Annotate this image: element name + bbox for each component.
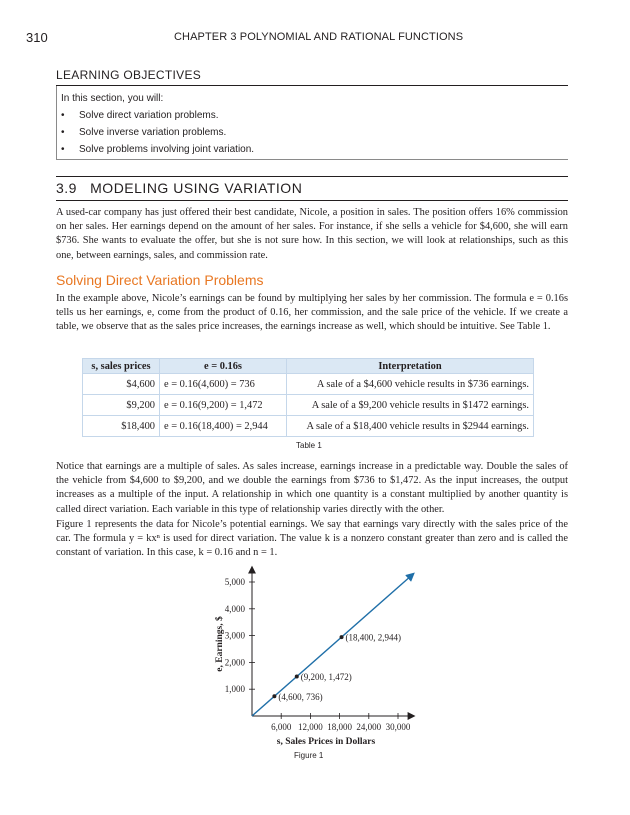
paragraph-2: Notice that earnings are a multiple of sales. As sales increase, earnings increase in a predictable way. Double the sales of the vehicle from $4,600 to $9,200, and we double the earnings from $736 to $1,472. As the input increases, the output increases as a multiple of the input. A relationship in which one quantity is a constant multiplied by another quantity is called direct variation. Each variable in this type of relationship varies directly with the other. [56, 461, 568, 515]
learning-objectives-intro: In this section, you will: [61, 93, 164, 104]
page-number: 310 [26, 30, 48, 45]
figure-caption: Figure 1 [294, 751, 324, 760]
table-cell: e = 0.16(18,400) = 2,944 [160, 416, 287, 437]
table-cell: A sale of a $18,400 vehicle results in $2944 earnings. [287, 416, 534, 437]
data-point [295, 675, 299, 679]
data-point-label: (9,200, 1,472) [300, 672, 352, 683]
data-point [272, 694, 276, 698]
y-tick-label: 4,000 [224, 603, 245, 614]
subheading: Solving Direct Variation Problems [56, 272, 264, 288]
table-cell: $18,400 [83, 416, 160, 437]
data-point-label: (18,400, 2,944) [345, 632, 402, 643]
learning-objectives-title: LEARNING OBJECTIVES [56, 68, 202, 82]
table-cell: A sale of a $9,200 vehicle results in $1472 earnings. [287, 395, 534, 416]
table-caption: Table 1 [296, 441, 322, 450]
table-cell: $9,200 [83, 395, 160, 416]
x-tick-label: 18,000 [327, 722, 352, 732]
y-tick-label: 1,000 [224, 684, 245, 695]
bullet-icon: • [61, 144, 65, 155]
x-tick-label: 12,000 [298, 722, 323, 732]
x-tick-label: 30,000 [385, 722, 411, 732]
objective-text: Solve direct variation problems. [79, 110, 219, 121]
section-number: 3.9 [56, 180, 77, 196]
paragraph-3: Figure 1 represents the data for Nicole’s potential earnings. We say that earnings vary directly with the sales price of the car. The formula y = kxⁿ is used for direct variation. The value k is a nonzero constant greater than zero and is called the constant of variation. In this case, k = 0.16 and n = 1. [56, 519, 568, 559]
table-cell: e = 0.16(4,600) = 736 [160, 374, 287, 395]
y-axis-label: e, Earnings, $ [215, 616, 225, 672]
y-tick-label: 2,000 [224, 657, 245, 668]
chart-plot-area [214, 569, 413, 747]
objective-text: Solve inverse variation problems. [79, 127, 227, 138]
table-header-cell: s, sales prices [83, 359, 160, 374]
series-line [252, 574, 413, 716]
table-header-cell: e = 0.16s [160, 359, 287, 374]
section-name: MODELING USING VARIATION [90, 180, 303, 196]
bullet-icon: • [61, 110, 65, 121]
table-cell: A sale of a $4,600 vehicle results in $736 earnings. [287, 374, 534, 395]
x-axis-label: s, Sales Prices in Dollars [276, 737, 376, 747]
chapter-title: POLYNOMIAL AND RATIONAL FUNCTIONS [239, 31, 464, 43]
chapter-label: CHAPTER 3 [174, 31, 237, 43]
table-cell: e = 0.16(9,200) = 1,472 [160, 395, 287, 416]
bullet-icon: • [61, 127, 65, 138]
x-tick-label: 24,000 [356, 722, 382, 732]
x-tick-label: 6,000 [271, 722, 292, 732]
data-point [340, 635, 344, 639]
intro-paragraph: A used-car company has just offered their best candidate, Nicole, a position in sales. The position offers 16% commission on her sales. Her earnings depend on the amount of her sales. For instance, if she sells a vehicle for $4,600, she will earn $736. She wants to evaluate the offer, but she is not sure how. In this section, we will look at relationships, such as this one, between earnings, sales, and commission rate. [56, 207, 568, 261]
table-cell: $4,600 [83, 374, 160, 395]
y-tick-label: 3,000 [224, 630, 245, 641]
y-tick-label: 5,000 [224, 577, 245, 587]
objective-text: Solve problems involving joint variation. [79, 144, 255, 155]
paragraph-1: In the example above, Nicole’s earnings can be found by multiplying her sales by her commission. The formula e = 0.16s tells us her earnings, e, come from the product of 0.16, her commission, and the sale price of the vehicle. If we create a table, we observe that as the sales price increases, the earnings increase as well, which should be intuitive. See Table 1. [56, 293, 568, 333]
table-header-cell: Interpretation [287, 359, 534, 374]
data-point-label: (4,600, 736) [278, 691, 323, 702]
